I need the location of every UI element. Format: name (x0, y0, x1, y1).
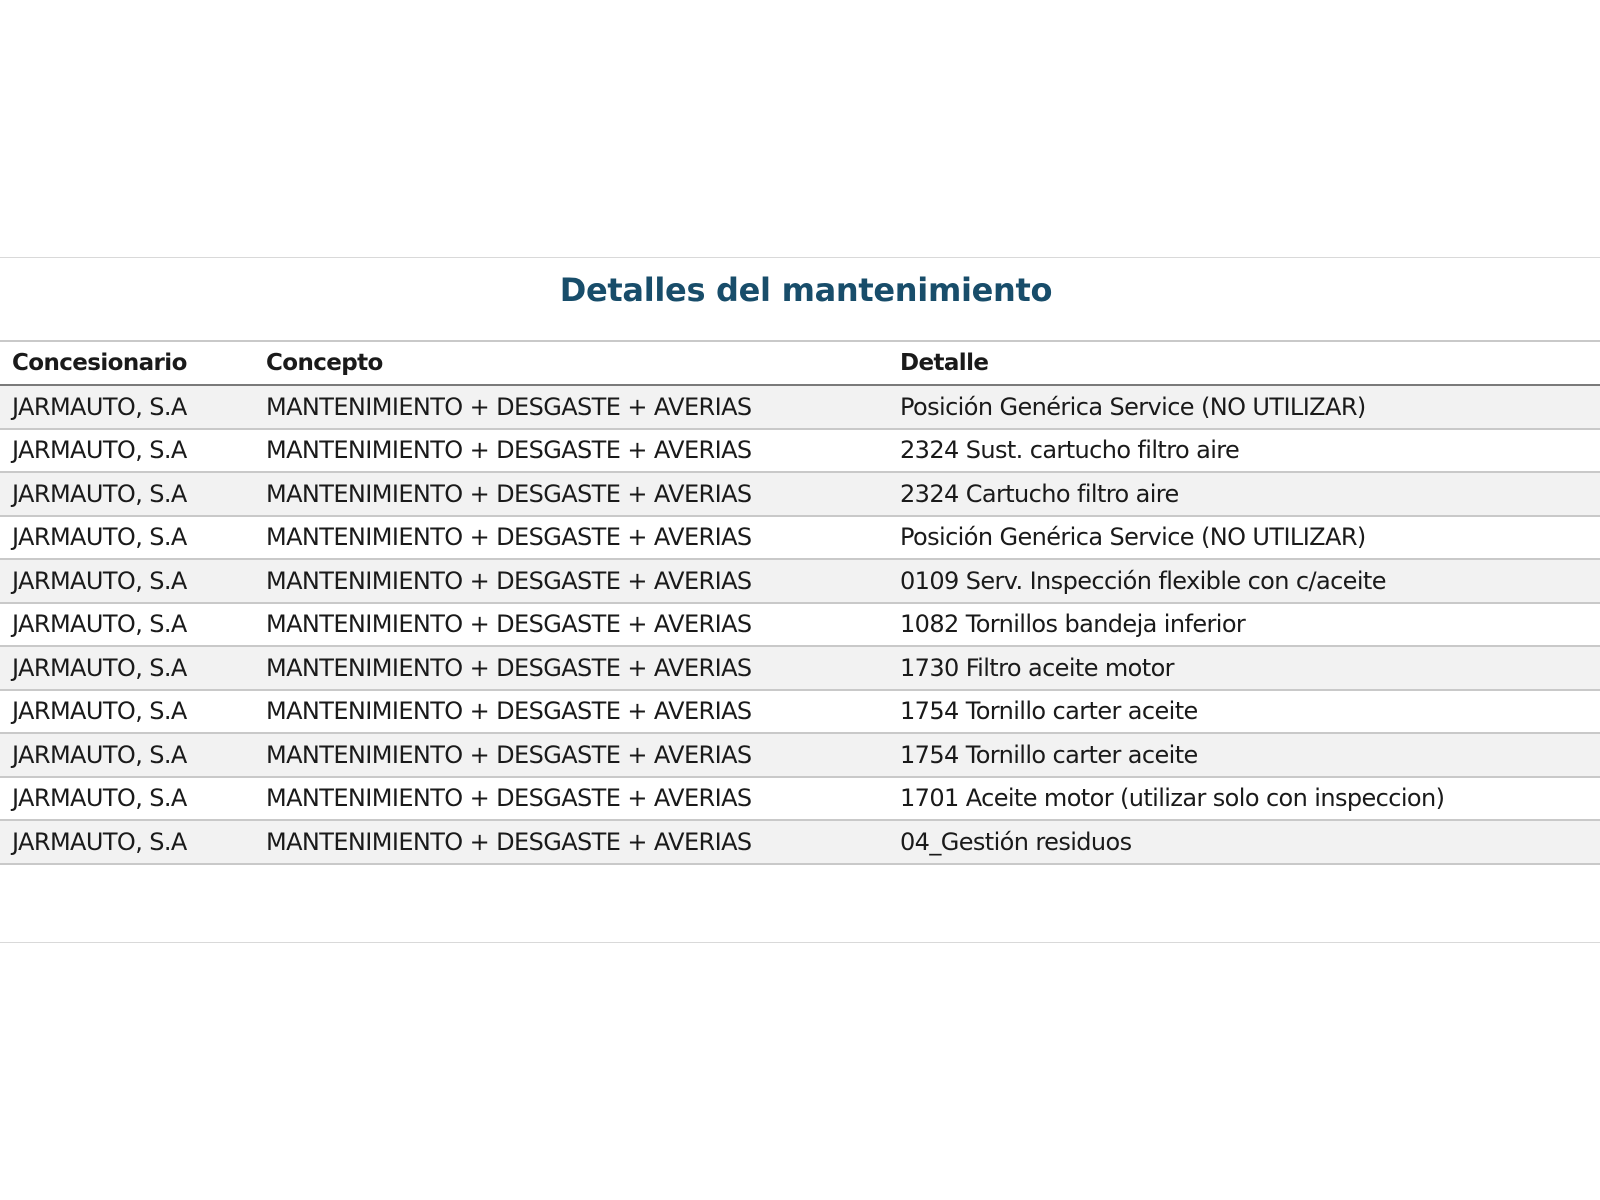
column-header-concepto: Concepto (266, 350, 383, 376)
cell-concesionario: JARMAUTO, S.A (12, 566, 187, 595)
cell-concepto: MANTENIMIENTO + DESGASTE + AVERIAS (266, 392, 752, 421)
maintenance-table (0, 340, 1600, 865)
table-row (0, 472, 1600, 516)
cell-concepto: MANTENIMIENTO + DESGASTE + AVERIAS (266, 697, 752, 726)
cell-concesionario: JARMAUTO, S.A (12, 784, 187, 813)
table-row (0, 733, 1600, 777)
cell-detalle: Posición Genérica Service (NO UTILIZAR) (900, 392, 1366, 421)
column-header-detalle: Detalle (900, 350, 989, 376)
cell-detalle: 0109 Serv. Inspección flexible con c/aceite (900, 566, 1386, 595)
table-row (0, 777, 1600, 821)
cell-detalle: 1730 Filtro aceite motor (900, 653, 1174, 682)
table-body (0, 385, 1600, 864)
table-row (0, 516, 1600, 560)
table-row (0, 690, 1600, 734)
maintenance-details-panel (0, 257, 1600, 943)
cell-concesionario: JARMAUTO, S.A (12, 523, 187, 552)
cell-detalle: 1754 Tornillo carter aceite (900, 697, 1198, 726)
cell-concepto: MANTENIMIENTO + DESGASTE + AVERIAS (266, 436, 752, 465)
cell-concesionario: JARMAUTO, S.A (12, 653, 187, 682)
cell-concesionario: JARMAUTO, S.A (12, 479, 187, 508)
table-row (0, 603, 1600, 647)
cell-concesionario: JARMAUTO, S.A (12, 740, 187, 769)
cell-detalle: 1701 Aceite motor (utilizar solo con inspeccion) (900, 784, 1445, 813)
cell-concepto: MANTENIMIENTO + DESGASTE + AVERIAS (266, 610, 752, 639)
table-header-row (0, 341, 1600, 385)
table-row (0, 559, 1600, 603)
table-row (0, 429, 1600, 473)
table-row (0, 646, 1600, 690)
cell-concesionario: JARMAUTO, S.A (12, 827, 187, 856)
cell-concepto: MANTENIMIENTO + DESGASTE + AVERIAS (266, 566, 752, 595)
cell-detalle: 2324 Cartucho filtro aire (900, 479, 1179, 508)
cell-detalle: 1082 Tornillos bandeja inferior (900, 610, 1246, 639)
cell-detalle: Posición Genérica Service (NO UTILIZAR) (900, 523, 1366, 552)
cell-concepto: MANTENIMIENTO + DESGASTE + AVERIAS (266, 523, 752, 552)
cell-detalle: 1754 Tornillo carter aceite (900, 740, 1198, 769)
cell-concepto: MANTENIMIENTO + DESGASTE + AVERIAS (266, 784, 752, 813)
cell-concesionario: JARMAUTO, S.A (12, 392, 187, 421)
table-row (0, 820, 1600, 864)
cell-concesionario: JARMAUTO, S.A (12, 610, 187, 639)
cell-detalle: 04_Gestión residuos (900, 827, 1132, 856)
cell-concepto: MANTENIMIENTO + DESGASTE + AVERIAS (266, 653, 752, 682)
table-row (0, 385, 1600, 429)
cell-concepto: MANTENIMIENTO + DESGASTE + AVERIAS (266, 479, 752, 508)
column-header-concesionario: Concesionario (12, 350, 187, 376)
cell-concesionario: JARMAUTO, S.A (12, 436, 187, 465)
cell-detalle: 2324 Sust. cartucho filtro aire (900, 436, 1240, 465)
cell-concepto: MANTENIMIENTO + DESGASTE + AVERIAS (266, 827, 752, 856)
panel-title: Detalles del mantenimiento (559, 271, 1053, 309)
cell-concesionario: JARMAUTO, S.A (12, 697, 187, 726)
cell-concepto: MANTENIMIENTO + DESGASTE + AVERIAS (266, 740, 752, 769)
